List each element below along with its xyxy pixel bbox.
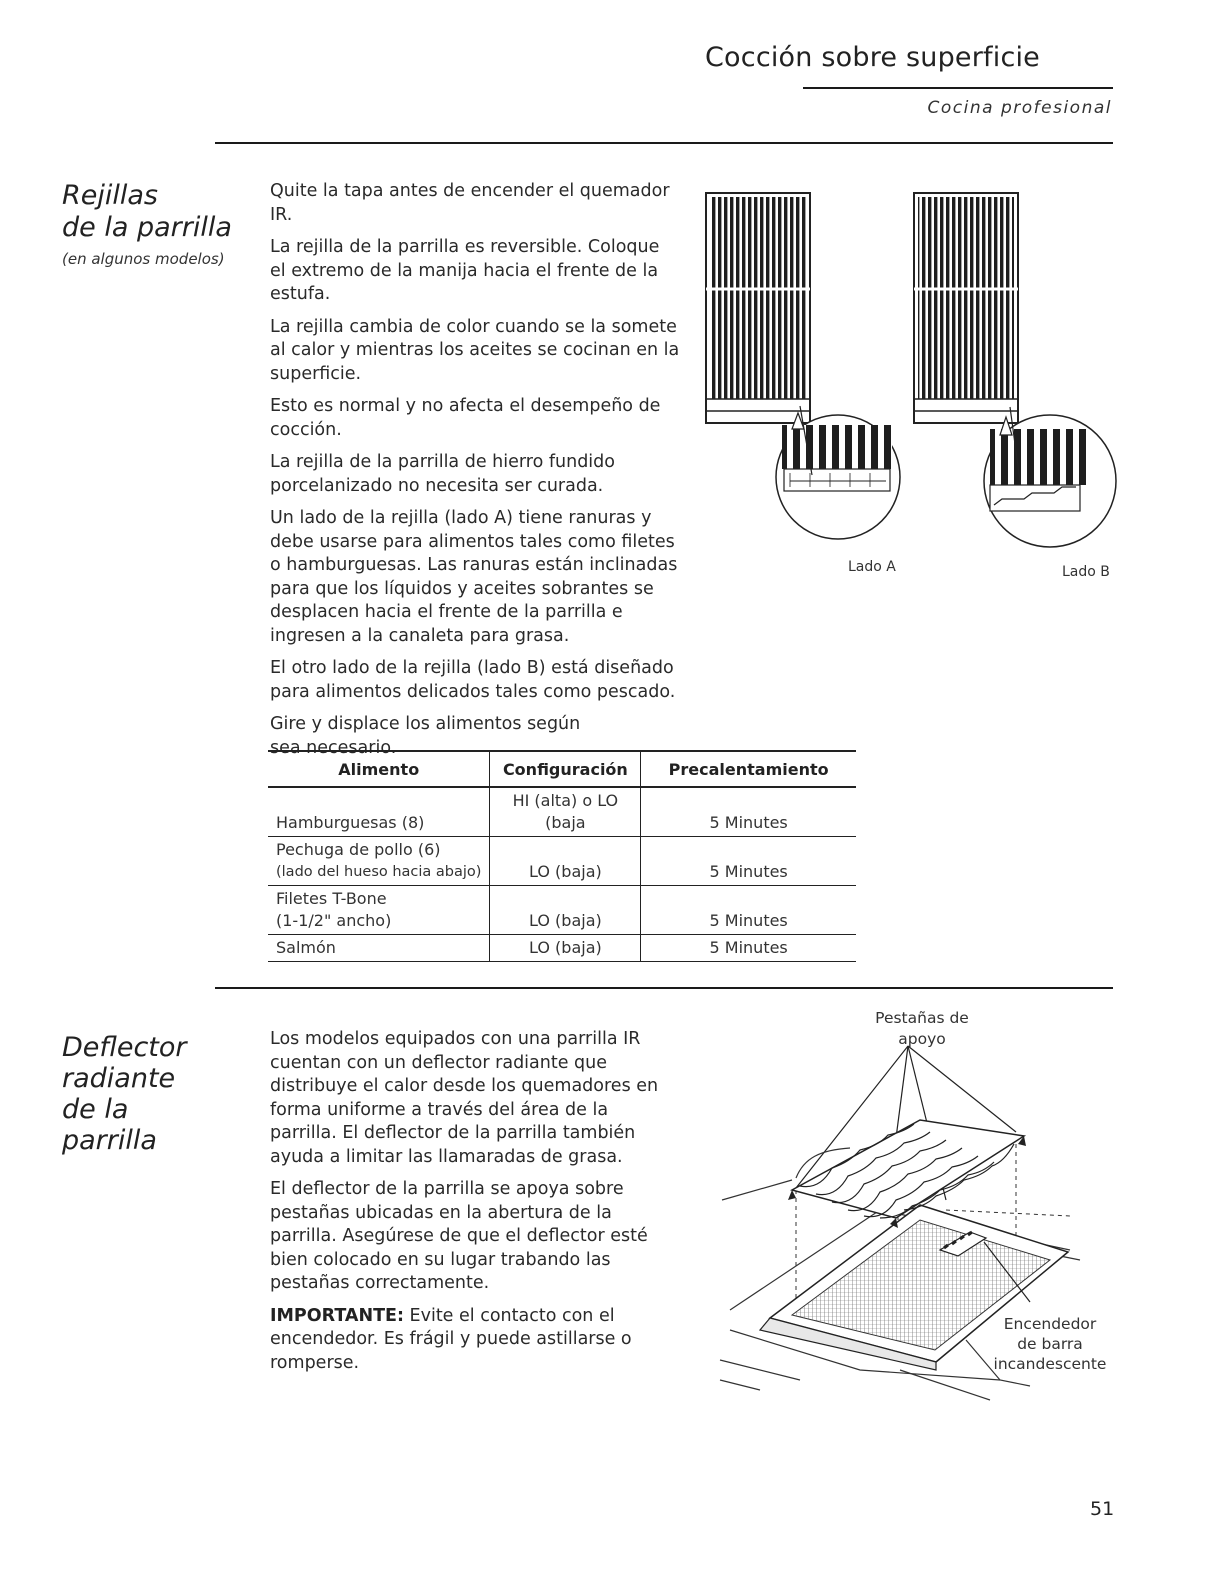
section1-title-line: Rejillas [62, 180, 158, 211]
header-rule-short [803, 87, 1113, 89]
figure-label-igniter-line: de barra [1017, 1335, 1083, 1353]
table-cell-food [268, 837, 490, 886]
paragraph: La rejilla cambia de color cuando se la somete al calor y mientras los aceites se cocinan en la superficie. [270, 316, 680, 384]
grill-grate-illustration [700, 185, 1120, 565]
section2-title-line: parrilla [62, 1125, 157, 1156]
section1-title [62, 180, 232, 244]
important-text: Evite el contacto con el encendedor. Es frágil y puede astillarse o romperse. [270, 1305, 632, 1373]
figure-label-tabs-line: Pestañas de [875, 1009, 969, 1027]
table-header-food: Alimento [268, 751, 490, 787]
table-header-preheat: Precalentamiento [641, 751, 856, 787]
table-row [268, 886, 856, 935]
food-note: (1-1/2" ancho) [276, 911, 392, 930]
paragraph: Los modelos equipados con una parrilla IR cuentan con un deflector radiante que distribuye el calor desde los quemadores en forma uniforme a través del área de la parrilla. El deflector de la parrilla también ayuda a limitar las llamaradas de grasa. [270, 1029, 659, 1167]
table-header-setting: Configuración [490, 751, 641, 787]
food-name: Filetes T-Bone [276, 889, 387, 908]
table-cell-preheat: 5 Minutes [641, 935, 856, 962]
radiant-deflector-illustration [700, 1040, 1100, 1410]
radiant-deflector [788, 1120, 1026, 1228]
figure-label-side-a: Lado A [848, 559, 896, 575]
table-row [268, 837, 856, 886]
paragraph: La rejilla de la parrilla es reversible. Coloque el extremo de la manija hacia el frente de la estufa. [270, 237, 660, 304]
section1-body [270, 180, 680, 769]
table-row [268, 935, 856, 962]
food-name: Salmón [276, 938, 336, 957]
section2-body [270, 1028, 680, 1384]
food-name: Pechuga de pollo (6) [276, 840, 441, 859]
table-cell-food [268, 935, 490, 962]
grate-side-a [706, 193, 900, 539]
table-cell-setting: LO (baja) [490, 886, 641, 935]
paragraph: El otro lado de la rejilla (lado B) está diseñado para alimentos delicados tales como pescado. [270, 658, 676, 702]
table-row [268, 787, 856, 837]
section1-top-rule [215, 142, 1113, 144]
food-name: Hamburguesas (8) [276, 813, 425, 832]
grill-basin [760, 1205, 1068, 1370]
section2-top-rule [215, 987, 1113, 989]
cooking-table [268, 750, 856, 962]
table-cell-food [268, 787, 490, 837]
important-label: IMPORTANTE: [270, 1305, 404, 1326]
table-cell-preheat: 5 Minutes [641, 837, 856, 886]
paragraph: Gire y displace los alimentos según sea necesario. [270, 714, 581, 758]
section2-title-line: radiante [62, 1063, 176, 1094]
page-number: 51 [1090, 1498, 1115, 1520]
section2-title-line: de la [62, 1094, 129, 1125]
table-cell-food [268, 886, 490, 935]
table-cell-preheat: 5 Minutes [641, 787, 856, 837]
figure-label-tabs-line: apoyo [898, 1030, 946, 1048]
table-cell-setting: HI (alta) o LO (baja [490, 787, 641, 837]
paragraph: El deflector de la parrilla se apoya sobre pestañas ubicadas en la abertura de la parrilla. Asegúrese de que el deflector esté bien colocado en su lugar trabando las pestañas correctamente. [270, 1179, 648, 1293]
important-note [270, 1305, 680, 1376]
paragraph: Quite la tapa antes de encender el quemador IR. [270, 181, 670, 225]
paragraph: Un lado de la rejilla (lado A) tiene ranuras y debe usarse para alimentos tales como filetes o hamburguesas. Las ranuras están inclinadas para que los líquidos y aceites sobrantes se desplacen hacia el frente de la parrilla e ingresen a la canaleta para grasa. [270, 508, 678, 646]
page-header-subtitle: Cocina profesional [927, 98, 1112, 118]
food-note: (lado del hueso hacia abajo) [276, 864, 482, 880]
figure-label-igniter-line: incandescente [993, 1355, 1107, 1373]
paragraph: La rejilla de la parrilla de hierro fundido porcelanizado no necesita ser curada. [270, 452, 615, 496]
table-cell-setting: LO (baja) [490, 935, 641, 962]
table-cell-preheat: 5 Minutes [641, 886, 856, 935]
paragraph: Esto es normal y no afecta el desempeño de cocción. [270, 396, 661, 440]
table-cell-setting: LO (baja) [490, 837, 641, 886]
section2-title-line: Deflector [62, 1032, 187, 1063]
section2-title [62, 1032, 187, 1156]
section1-subtitle: (en algunos modelos) [62, 250, 225, 268]
figure-label-side-b: Lado B [1062, 564, 1110, 580]
page-header-title: Cocción sobre superficie [705, 42, 1040, 73]
section1-title-line: de la parrilla [62, 212, 232, 243]
table-header-row [268, 751, 856, 787]
figure-label-igniter-line: Encendedor [1003, 1315, 1097, 1333]
grate-side-b [914, 193, 1116, 547]
